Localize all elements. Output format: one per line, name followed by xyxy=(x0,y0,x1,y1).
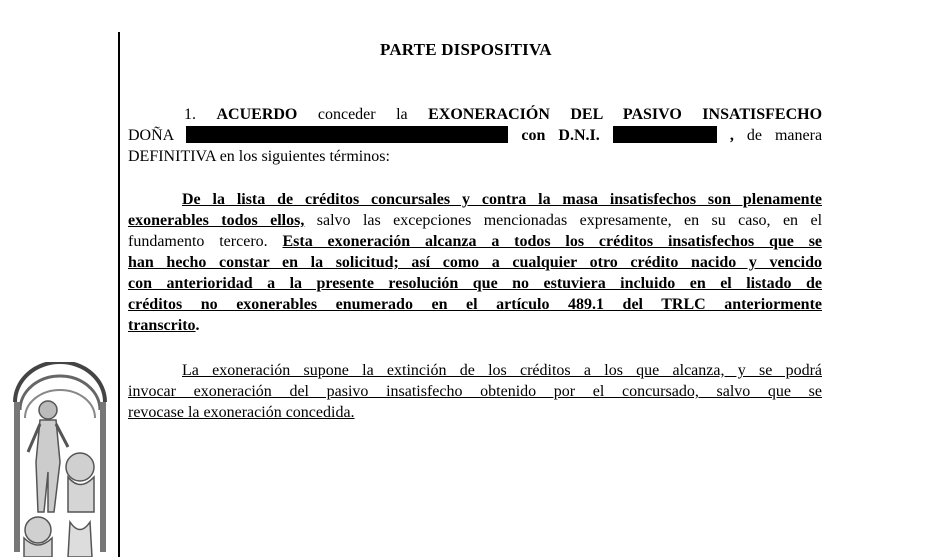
scope-bold-1: De la lista de créditos concursales y contra la masa insatisfechos son plenamente xyxy=(182,191,822,208)
scope-line-5: han hecho constar en la solicitud; así como a cualquier otro crédito nacido y vencido xyxy=(128,254,822,271)
extinction-line-3: revocase la exoneración concedida. xyxy=(128,404,355,421)
extinction-line-2: invocar exoneración del pasivo insatisfecho obtenido por el concursado, salvo que se xyxy=(128,383,822,400)
scope-line-7: créditos no exonerables enumerado en el artículo 489.1 del TRLC anteriormente xyxy=(128,296,822,313)
scope-bold-3: Esta exoneración alcanza a todos los créditos insatisfechos que se xyxy=(282,233,823,250)
margin-rule xyxy=(118,32,120,557)
de-manera-text: de manera xyxy=(746,127,823,144)
dona-label: DOÑA xyxy=(128,127,174,144)
paragraph-scope xyxy=(128,189,822,336)
scope-line-6: con anterioridad a la presente resolución que no estuviera incluido en el listado de xyxy=(128,275,822,292)
comma: , xyxy=(729,127,734,144)
scope-normal-1: salvo las excepciones mencionadas expresamente, en su caso, en el xyxy=(316,212,823,229)
section-heading: PARTE DISPOSITIVA xyxy=(380,40,552,59)
redacted-name xyxy=(186,126,508,143)
exoneracion-title: EXONERACIÓN DEL PASIVO INSATISFECHO xyxy=(428,106,823,123)
dni-label: con D.N.I. xyxy=(521,127,600,144)
extinction-line-1: La exoneración supone la extinción de los créditos a los que alcanza, y se podrá xyxy=(182,362,822,379)
scope-bold-2: exonerables todos ellos, xyxy=(128,212,305,229)
scope-line-8: transcrito xyxy=(128,317,196,334)
scope-normal-2: fundamento tercero. xyxy=(128,233,268,250)
definitiva-text: DEFINITIVA en los siguientes términos: xyxy=(128,148,390,165)
conceder-text: conceder la xyxy=(317,106,408,123)
paragraph-agreement xyxy=(128,104,822,167)
andalucia-emblem-logo xyxy=(10,362,110,557)
scope-period: . xyxy=(195,317,200,334)
item-number: 1. xyxy=(184,106,196,123)
paragraph-extinction xyxy=(128,360,822,423)
acuerdo-label: ACUERDO xyxy=(216,106,298,123)
redacted-dni xyxy=(613,126,717,143)
